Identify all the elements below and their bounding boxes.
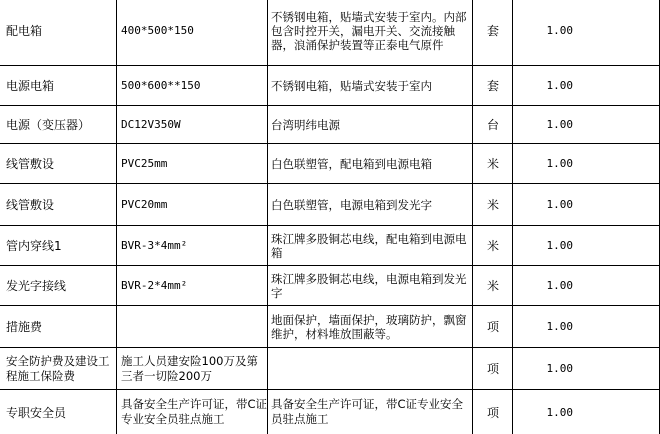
description-cell[interactable]: 白色联塑管，电源电箱到发光字: [271, 197, 432, 212]
column-divider: [267, 0, 268, 434]
spec-cell[interactable]: 具备安全生产许可证，带C证专业安全员驻点施工: [121, 397, 268, 426]
item-name-cell[interactable]: 电源（变压器）: [6, 118, 91, 132]
quantity-cell[interactable]: 1.00: [546, 320, 573, 333]
table-row: [0, 306, 660, 348]
quantity-cell[interactable]: 1.00: [546, 239, 573, 252]
column-divider: [116, 0, 117, 434]
item-name-cell[interactable]: 电源电箱: [6, 79, 55, 93]
quantity-cell[interactable]: 1.00: [546, 24, 573, 37]
item-name-cell[interactable]: 线管敷设: [6, 198, 55, 212]
spec-cell[interactable]: [117, 306, 268, 347]
description-cell[interactable]: 珠江牌多股铜芯电线，配电箱到电源电箱: [271, 231, 467, 260]
column-divider: [472, 0, 473, 434]
table-row: [0, 184, 660, 226]
unit-cell[interactable]: 项: [486, 362, 499, 376]
table-row: [0, 144, 660, 184]
description-cell[interactable]: 地面保护，墙面保护，玻璃防护，飘窗维护，材料堆放围蔽等。: [271, 312, 467, 341]
quantity-cell[interactable]: 1.00: [546, 79, 573, 92]
unit-cell[interactable]: 米: [486, 279, 499, 293]
description-cell[interactable]: 不锈钢电箱，贴墙式安装于室内: [271, 78, 432, 93]
item-name-cell[interactable]: 专职安全员: [6, 405, 67, 420]
unit-cell[interactable]: 台: [486, 118, 499, 132]
description-cell[interactable]: [268, 348, 473, 389]
spec-cell[interactable]: 施工人员建安险100万及第三者一切险200万: [121, 353, 258, 383]
description-cell[interactable]: 白色联塑管，配电箱到电源电箱: [271, 156, 432, 171]
quantity-cell[interactable]: 1.00: [546, 198, 573, 211]
unit-cell[interactable]: 米: [486, 239, 499, 253]
quantity-cell[interactable]: 1.00: [546, 118, 573, 131]
quantity-cell[interactable]: 1.00: [546, 362, 573, 375]
item-name-cell[interactable]: 线管敷设: [6, 157, 55, 171]
quantity-cell[interactable]: 1.00: [546, 405, 573, 419]
unit-cell[interactable]: 项: [486, 320, 499, 334]
item-name-cell[interactable]: 安全防护费及建设工程施工保险费: [6, 353, 110, 383]
unit-cell[interactable]: 套: [486, 24, 499, 38]
description-cell[interactable]: 珠江牌多股铜芯电线，电源电箱到发光字: [271, 271, 467, 300]
unit-cell[interactable]: 套: [486, 79, 499, 93]
table-row: [0, 266, 660, 306]
item-name-cell[interactable]: 管内穿线1: [6, 239, 62, 253]
spec-cell[interactable]: PVC25mm: [121, 156, 168, 170]
spec-cell[interactable]: 500*600**150: [121, 78, 201, 92]
table-row: [0, 106, 660, 144]
quantity-cell[interactable]: 1.00: [546, 157, 573, 170]
unit-cell[interactable]: 米: [486, 198, 499, 212]
description-cell[interactable]: 不锈钢电箱，贴墙式安装于室内。内部包含时控开关，漏电开关、交流接触器，浪涌保护装置等正泰电气原件: [271, 9, 467, 52]
unit-cell[interactable]: 项: [486, 405, 499, 420]
spec-cell[interactable]: DC12V350W: [121, 117, 181, 131]
table-row: [0, 66, 660, 106]
table-row: [0, 348, 660, 390]
item-name-cell[interactable]: 配电箱: [6, 24, 43, 38]
item-name-cell[interactable]: 发光字接线: [6, 279, 67, 293]
spec-cell[interactable]: BVR-2*4mm²: [121, 278, 188, 292]
table-row: [0, 226, 660, 266]
unit-cell[interactable]: 米: [486, 157, 499, 171]
table-row: [0, 0, 660, 66]
description-cell[interactable]: 台湾明纬电源: [271, 117, 340, 132]
spec-cell[interactable]: BVR-3*4mm²: [121, 238, 188, 252]
column-divider: [512, 0, 513, 434]
table-row: [0, 390, 660, 434]
item-name-cell[interactable]: 措施费: [6, 320, 43, 334]
spec-cell[interactable]: 400*500*150: [121, 23, 194, 37]
description-cell[interactable]: 具备安全生产许可证，带C证专业安全员驻点施工: [271, 397, 464, 426]
spec-cell[interactable]: PVC20mm: [121, 197, 168, 211]
quantity-cell[interactable]: 1.00: [546, 279, 573, 292]
